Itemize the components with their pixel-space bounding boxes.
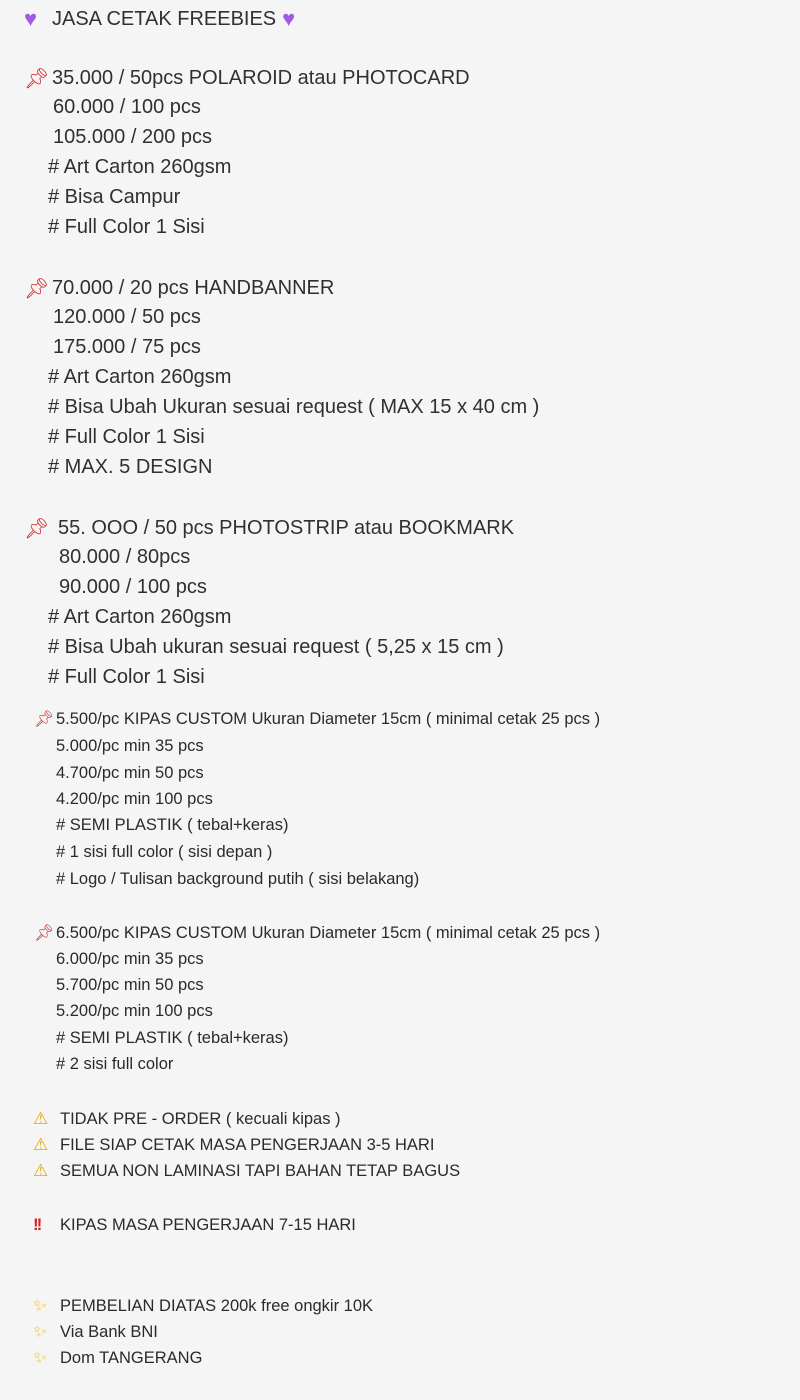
pushpin-icon: 📌︎ [34,711,55,728]
price-line: 5.700/pc min 50 pcs [56,976,204,994]
pushpin-icon: 📌︎ [24,278,50,300]
note-line: # Bisa Ubah ukuran sesuai request ( 5,25 x 15 cm ) [48,636,504,658]
sparkles-icon: ✨︎ [33,1322,47,1341]
note-line: # Full Color 1 Sisi [48,216,205,238]
note-line: # Logo / Tulisan background putih ( sisi belakang) [56,870,420,888]
alert-line: !! KIPAS MASA PENGERJAAN 7-15 HARI [33,1215,356,1234]
sparkles-icon: ✨︎ [33,1348,47,1367]
note-line: # Art Carton 260gsm [48,366,232,388]
price-line: 6.000/pc min 35 pcs [56,950,204,968]
note-line: # Full Color 1 Sisi [48,666,205,688]
price-line: 175.000 / 75 pcs [53,336,201,358]
price-line: 5.200/pc min 100 pcs [56,1002,213,1020]
info-line: ✨︎ PEMBELIAN DIATAS 200k free ongkir 10K [33,1296,374,1315]
warning-icon: ⚠︎ [33,1161,49,1180]
price-line: 5.000/pc min 35 pcs [56,737,204,755]
warning-line: ⚠︎ FILE SIAP CETAK MASA PENGERJAAN 3-5 HARI [33,1135,435,1154]
info-line: ✨︎ Via Bank BNI [33,1322,158,1341]
section-header: 📌︎ 6.500/pc KIPAS CUSTOM Ukuran Diameter 15cm ( minimal cetak 25 pcs ) [34,923,601,942]
note-line: # SEMI PLASTIK ( tebal+keras) [56,816,289,834]
pushpin-icon: 📌︎ [24,518,50,540]
note-line: # 2 sisi full color [56,1055,174,1073]
sparkles-icon: ✨︎ [33,1296,47,1315]
price-line: 4.700/pc min 50 pcs [56,764,204,782]
price-line: 120.000 / 50 pcs [53,306,201,328]
title-text: JASA CETAK FREEBIES [52,7,277,30]
pushpin-icon: 📌︎ [34,925,55,942]
price-line: 60.000 / 100 pcs [53,96,201,118]
warning-icon: ⚠︎ [33,1135,49,1154]
double-exclamation-icon: !! [33,1215,41,1234]
warning-line: ⚠︎ TIDAK PRE - ORDER ( kecuali kipas ) [33,1109,341,1128]
price-line: 90.000 / 100 pcs [59,576,207,598]
section-header: 📌︎ 55. OOO / 50 pcs PHOTOSTRIP atau BOOKMARK [24,517,515,540]
note-line: # MAX. 5 DESIGN [48,456,213,478]
note-line: # Bisa Ubah Ukuran sesuai request ( MAX 15 x 40 cm ) [48,396,540,418]
purple-heart-icon: ♥ [24,6,38,31]
pushpin-icon: 📌︎ [24,68,50,90]
section-header: 📌︎ 35.000 / 50pcs POLAROID atau PHOTOCARD [24,67,470,90]
page-title [24,6,295,32]
note-line: # Bisa Campur [48,186,181,208]
section-header: 📌︎ 5.500/pc KIPAS CUSTOM Ukuran Diameter 15cm ( minimal cetak 25 pcs ) [34,709,601,728]
note-line: # SEMI PLASTIK ( tebal+keras) [56,1029,289,1047]
warning-line: ⚠︎ SEMUA NON LAMINASI TAPI BAHAN TETAP BAGUS [33,1161,461,1180]
price-line: 105.000 / 200 pcs [53,126,213,148]
note-line: # Full Color 1 Sisi [48,426,205,448]
purple-heart-icon: ♥ [282,6,296,31]
warning-icon: ⚠︎ [33,1109,49,1128]
price-line: 80.000 / 80pcs [59,546,191,568]
note-line: # Art Carton 260gsm [48,156,232,178]
info-line: ✨︎ Dom TANGERANG [33,1348,203,1367]
section-header: 📌︎ 70.000 / 20 pcs HANDBANNER [24,277,335,300]
price-line: 4.200/pc min 100 pcs [56,790,213,808]
note-line: # 1 sisi full color ( sisi depan ) [56,843,273,861]
note-line: # Art Carton 260gsm [48,606,232,628]
